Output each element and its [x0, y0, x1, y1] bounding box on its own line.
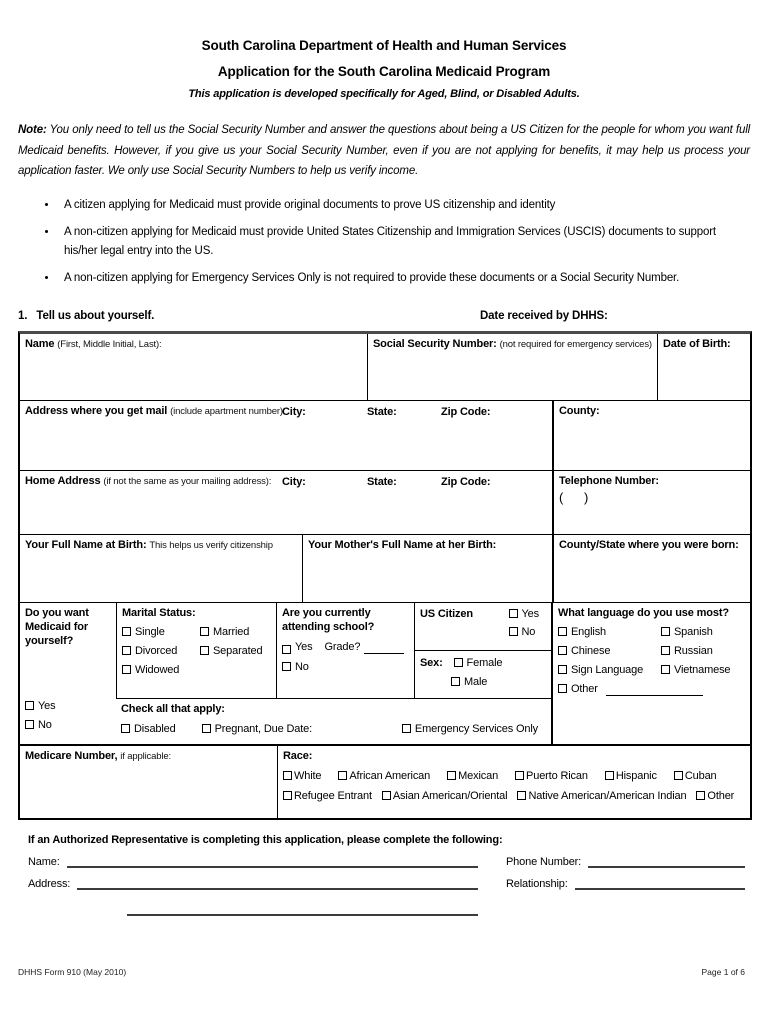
race-native-american-option[interactable] [517, 789, 686, 803]
mailing-address-hint: (include apartment number): [170, 405, 286, 417]
spanish-label: Spanish [674, 625, 713, 638]
checkbox-school-no[interactable] [282, 662, 291, 671]
note-text: You only need to tell us the Social Security Number and answer the questions about being a US Citizen for the people for whom you want full Medicaid benefits. However, if you give us your Social Security Number, even if you are not applying for benefits, it may help us process your application faster. We only use Social Security Numbers to help us verify income. [18, 124, 750, 177]
checkbox-disabled[interactable] [121, 724, 130, 733]
checkbox-native-american[interactable] [517, 791, 526, 800]
form-number: DHHS Form 910 (May 2010) [18, 967, 127, 977]
race-mexican-option[interactable] [447, 769, 498, 783]
checkbox-chinese[interactable] [558, 646, 567, 655]
married-label: Married [213, 625, 250, 638]
language-other-fill-line[interactable] [606, 685, 703, 696]
female-label: Female [466, 656, 503, 669]
school-no-label: No [295, 660, 309, 673]
mailing-address-field[interactable] [20, 401, 552, 470]
row-birth-names [20, 535, 750, 603]
authorized-rep-section [28, 834, 745, 916]
checkbox-hispanic[interactable] [605, 771, 614, 780]
emergency-services-label: Emergency Services Only [414, 722, 538, 735]
checkbox-school-yes[interactable] [282, 645, 291, 654]
home-city-label: City: [282, 475, 306, 488]
row-medicare-race [20, 746, 750, 818]
checkbox-pregnant[interactable] [202, 724, 211, 733]
race-refugee-option[interactable] [283, 789, 372, 803]
race-cuban-option[interactable] [674, 769, 717, 783]
telephone-field[interactable] [552, 471, 750, 534]
rep-phone-fill-line[interactable] [588, 855, 745, 868]
language-cell [551, 603, 750, 744]
native-american-label: Native American/American Indian [528, 789, 687, 802]
county-label: County: [559, 404, 600, 417]
checkbox-medicaid-no[interactable] [25, 720, 34, 729]
sex-male-option[interactable] [451, 675, 546, 689]
checkbox-female[interactable] [454, 658, 463, 667]
checkbox-african-american[interactable] [338, 771, 347, 780]
marital-single-option[interactable] [122, 625, 200, 639]
english-label: English [571, 625, 607, 638]
rep-address-label: Address: [28, 877, 71, 890]
checkbox-married[interactable] [200, 627, 209, 636]
citizen-no-option[interactable] [509, 625, 540, 639]
rep-name-label: Name: [28, 855, 60, 868]
page-footer [18, 967, 745, 977]
checkbox-citizen-yes[interactable] [509, 609, 518, 618]
mexican-label: Mexican [458, 769, 499, 782]
mail-state-label: State: [367, 405, 397, 418]
chinese-label: Chinese [571, 644, 611, 657]
race-white-option[interactable] [283, 769, 321, 783]
note-paragraph [18, 120, 750, 182]
checkbox-medicaid-yes[interactable] [25, 701, 34, 710]
home-state-label: State: [367, 475, 397, 488]
us-citizen-subcell [415, 603, 551, 651]
school-question-label: Are you currently attending school? [282, 606, 375, 633]
note-label: Note: [18, 124, 47, 136]
county-field[interactable] [552, 401, 750, 470]
sex-subcell [415, 651, 551, 698]
bullet-citizen: • A citizen applying for Medicaid must provide original documents to prove US citizenship and identity [58, 196, 738, 215]
african-american-label: African American [349, 769, 431, 782]
ssn-field[interactable] [367, 334, 657, 400]
form-subtitle: This application is developed specifically for Aged, Blind, or Disabled Adults. [188, 88, 580, 100]
marital-separated-option[interactable] [200, 644, 271, 658]
race-label: Race: [283, 749, 313, 762]
sign-language-label: Sign Language [571, 663, 644, 676]
vietnamese-label: Vietnamese [674, 663, 731, 676]
mail-city-label: City: [282, 405, 306, 418]
marital-status-label: Marital Status: [122, 606, 196, 619]
grade-label: Grade? [324, 640, 361, 653]
name-label: Name [25, 337, 55, 350]
us-citizen-label: US Citizen [420, 607, 473, 620]
school-yes-option[interactable] [282, 640, 409, 654]
home-zip-label: Zip Code: [441, 475, 491, 488]
medicare-label: Medicare Number, [25, 749, 118, 762]
race-other-label: Other [707, 789, 735, 802]
medicare-hint: if applicable: [120, 750, 171, 762]
name-hint: (First, Middle Initial, Last): [57, 338, 162, 350]
sex-female-option[interactable] [454, 657, 503, 669]
rep-relationship-label: Relationship: [506, 877, 568, 890]
language-other-label: Other [571, 682, 598, 695]
race-hispanic-option[interactable] [605, 769, 657, 783]
pregnant-option[interactable] [202, 722, 312, 736]
checkbox-single[interactable] [122, 627, 131, 636]
row-home-address [20, 471, 750, 535]
rep-phone-label: Phone Number: [506, 855, 582, 868]
emergency-services-option[interactable] [402, 722, 538, 736]
race-asian-option[interactable] [382, 789, 508, 803]
bullet-emergency: • A non-citizen applying for Emergency Services Only is not required to provide these documents or a Social Security Number. [58, 269, 738, 288]
checkbox-puerto-rican[interactable] [515, 771, 524, 780]
mail-zip-label: Zip Code: [441, 405, 491, 418]
born-place-field[interactable] [552, 535, 750, 602]
citizen-yes-option[interactable] [509, 607, 540, 621]
medicaid-no-option[interactable] [25, 718, 111, 732]
race-puerto-rican-option[interactable] [515, 769, 588, 783]
check-all-label: Check all that apply: [121, 702, 225, 715]
date-received-label: Date received by DHHS: [480, 309, 608, 322]
checkbox-white[interactable] [283, 771, 292, 780]
authorized-rep-heading: If an Authorized Representative is completing this application, please complete the following: [28, 833, 503, 846]
checkbox-sign-language[interactable] [558, 665, 567, 674]
citizen-no-label: No [521, 625, 536, 638]
marital-widowed-option[interactable] [122, 663, 200, 677]
telephone-label: Telephone Number: [559, 474, 659, 487]
race-african-american-option[interactable] [338, 769, 430, 783]
language-spanish-option[interactable] [661, 625, 745, 639]
school-no-option[interactable] [282, 660, 409, 674]
single-label: Single [135, 625, 165, 638]
row-questions [20, 603, 750, 746]
ssn-hint: (not required for emergency services) [499, 338, 652, 350]
rep-relationship-fill-line[interactable] [575, 877, 745, 890]
marital-divorced-option[interactable] [122, 644, 200, 658]
language-sign-option[interactable] [558, 663, 661, 677]
checkbox-citizen-no[interactable] [509, 627, 518, 636]
medicaid-yes-option[interactable] [25, 699, 111, 713]
requirement-bullets [58, 196, 738, 288]
section1-header [18, 310, 750, 325]
white-label: White [294, 769, 322, 782]
birth-name-hint: This helps us verify citizenship [149, 539, 273, 551]
widowed-label: Widowed [135, 663, 180, 676]
race-other-option[interactable] [696, 789, 734, 803]
disabled-option[interactable] [121, 722, 176, 736]
page-number: Page 1 of 6 [701, 967, 745, 977]
sex-label: Sex: [420, 656, 443, 669]
birth-name-field[interactable] [20, 535, 302, 602]
asian-american-label: Asian American/Oriental [392, 789, 508, 802]
checkbox-vietnamese[interactable] [661, 665, 670, 674]
check-all-cell [116, 698, 551, 744]
russian-label: Russian [674, 644, 713, 657]
home-address-label: Home Address [25, 474, 101, 487]
cuban-label: Cuban [684, 769, 717, 782]
language-other-option[interactable] [558, 682, 598, 696]
checkbox-race-other[interactable] [696, 791, 705, 800]
medicaid-no-label: No [38, 718, 52, 731]
male-label: Male [464, 675, 488, 688]
bullet-non-citizen: • A non-citizen applying for Medicaid must provide United States Citizenship and Immigration Services (USCIS) documents to support his/her legal entry into the US. [58, 223, 738, 261]
race-cell [277, 746, 750, 818]
agency-title: South Carolina Department of Health and Human Services [201, 38, 567, 53]
dob-label: Date of Birth: [663, 337, 731, 350]
marital-married-option[interactable] [200, 625, 271, 639]
language-vietnamese-option[interactable] [661, 663, 745, 677]
citizen-yes-label: Yes [521, 607, 539, 620]
checkbox-english[interactable] [558, 627, 567, 636]
language-question-label: What language do you use most? [558, 606, 729, 619]
home-address-field[interactable] [20, 471, 552, 534]
checkbox-mexican[interactable] [447, 771, 456, 780]
medicaid-question-cell [20, 603, 116, 744]
ssn-label: Social Security Number: [373, 337, 497, 350]
checkbox-russian[interactable] [661, 646, 670, 655]
home-address-hint: (if not the same as your mailing address): [103, 475, 272, 487]
tell-us-about-yourself-table [18, 331, 752, 820]
telephone-parentheses: ( ) [559, 489, 589, 505]
medicaid-yes-label: Yes [38, 699, 56, 712]
school-yes-label: Yes [295, 640, 313, 653]
language-english-option[interactable] [558, 625, 661, 639]
separated-label: Separated [213, 644, 263, 657]
born-place-label: County/State where you were born: [559, 538, 739, 551]
birth-name-label: Your Full Name at Birth: [25, 538, 147, 551]
mailing-address-label: Address where you get mail [25, 404, 168, 417]
mother-name-label: Your Mother's Full Name at her Birth: [308, 538, 497, 551]
checkbox-asian-american[interactable] [382, 791, 391, 800]
row-mailing-address [20, 401, 750, 471]
school-question-cell [276, 603, 414, 698]
hispanic-label: Hispanic [615, 769, 657, 782]
refugee-entrant-label: Refugee Entrant [294, 789, 372, 802]
checkbox-emergency-services[interactable] [402, 724, 411, 733]
mother-name-field[interactable] [302, 535, 552, 602]
rep-name-fill-line[interactable] [67, 855, 478, 868]
grade-fill-line[interactable] [364, 643, 404, 654]
checkbox-refugee-entrant[interactable] [283, 791, 292, 800]
puerto-rican-label: Puerto Rican [526, 769, 588, 782]
checkbox-separated[interactable] [200, 646, 209, 655]
marital-status-cell [116, 603, 276, 698]
medicaid-question-label: Do you want Medicaid for yourself? [25, 606, 89, 647]
form-header [0, 0, 768, 103]
disabled-label: Disabled [134, 722, 176, 735]
dob-field[interactable] [657, 334, 750, 400]
rep-address-fill-line[interactable] [77, 877, 478, 890]
pregnant-label: Pregnant, Due Date: [214, 722, 313, 735]
language-chinese-option[interactable] [558, 644, 661, 658]
row-name-ssn-dob [20, 334, 750, 401]
checkbox-divorced[interactable] [122, 646, 131, 655]
checkbox-male[interactable] [451, 677, 460, 686]
divorced-label: Divorced [135, 644, 178, 657]
citizen-sex-cell [414, 603, 551, 698]
section1-title: 1. Tell us about yourself. [18, 309, 155, 322]
rep-address-continuation-line[interactable] [127, 903, 478, 916]
checkbox-spanish[interactable] [661, 627, 670, 636]
name-field[interactable] [20, 334, 367, 400]
checkbox-language-other[interactable] [558, 684, 567, 693]
checkbox-cuban[interactable] [674, 771, 683, 780]
language-russian-option[interactable] [661, 644, 745, 658]
checkbox-widowed[interactable] [122, 665, 131, 674]
form-title: Application for the South Carolina Medicaid Program [217, 64, 551, 79]
medicare-field[interactable] [20, 746, 277, 818]
